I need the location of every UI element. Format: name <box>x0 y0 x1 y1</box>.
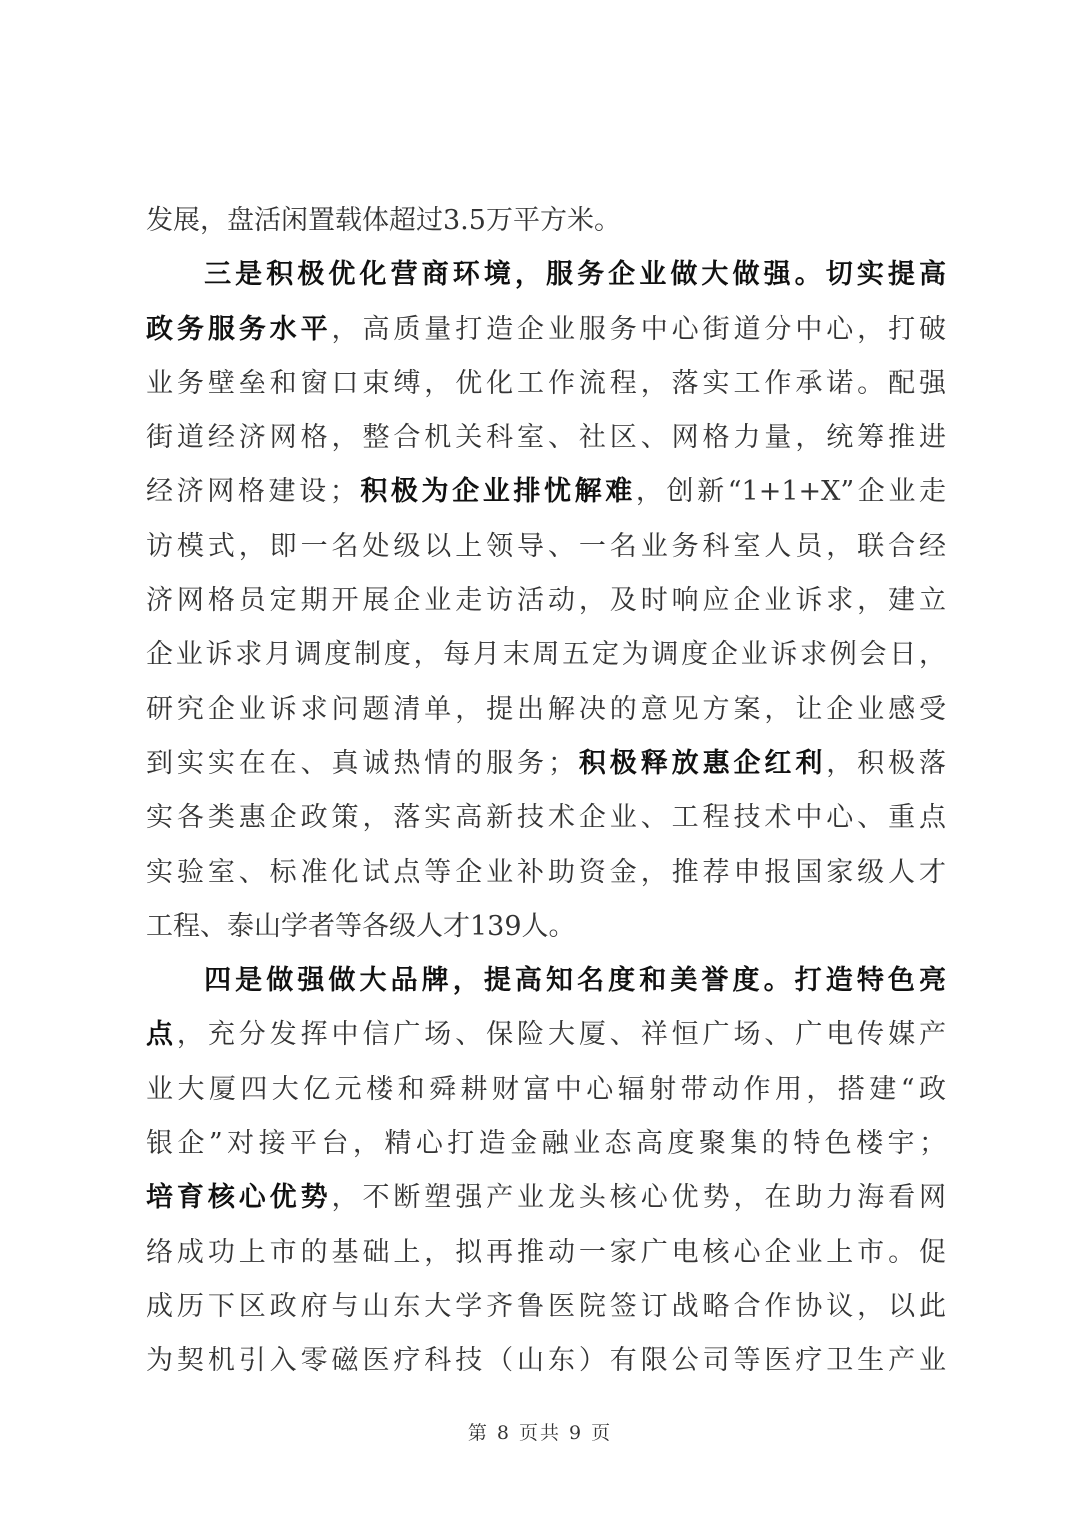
text-line <box>146 248 946 302</box>
text-line <box>146 683 946 737</box>
page-footer: 第 8 页共 9 页 <box>467 1422 613 1444</box>
text-line <box>146 791 946 845</box>
text-segment: 业务壁垒和窗口束缚，优化工作流程，落实工作承诺。配强 <box>146 367 946 399</box>
text-line <box>146 1171 946 1225</box>
text-line <box>146 954 946 1008</box>
text-line <box>146 303 946 357</box>
text-segment: 为契机引入零磁医疗科技（山东）有限公司等医疗卫生产业 <box>146 1345 946 1377</box>
bold-text: 培育核心优势 <box>146 1182 332 1214</box>
text-segment: 发展，盘活闲置载体超过3.5万平方米。 <box>146 205 621 236</box>
text-segment: ，不断塑强产业龙头核心优势，在助力海看网 <box>331 1182 947 1214</box>
text-segment: ，充分发挥中信广场、保险大厦、祥恒广场、广电传媒产 <box>176 1019 947 1051</box>
text-segment: 访模式，即一名处级以上领导、一名业务科室人员，联合经 <box>146 530 946 562</box>
text-line <box>146 1334 946 1388</box>
text-line <box>146 1117 946 1171</box>
text-segment: ，积极落 <box>826 747 947 779</box>
bold-text: 积极释放惠企红利 <box>574 747 827 779</box>
text-segment: 济网格员定期开展企业走访活动，及时响应企业诉求，建立 <box>146 585 946 617</box>
text-segment: 企业诉求月调度制度，每月末周五定为调度企业诉求例会日， <box>146 639 946 671</box>
text-line <box>146 1063 946 1117</box>
text-segment: 经济网格建设； <box>146 476 357 508</box>
text-line <box>146 900 946 954</box>
text-line <box>146 1280 946 1334</box>
bold-text: 四是做强做大品牌，提高知名度和美誉度。 <box>200 965 795 997</box>
text-segment: 银企”对接平台，精心打造金融业态高度聚集的特色楼宇； <box>146 1128 946 1160</box>
text-segment: 工程、泰山学者等各级人才139人。 <box>146 910 576 942</box>
text-line <box>146 846 946 900</box>
bold-text: 点 <box>146 1019 177 1051</box>
text-segment: 实各类惠企政策，落实高新技术企业、工程技术中心、重点 <box>146 802 946 834</box>
bold-text: 政务服务水平 <box>146 313 332 345</box>
text-line <box>146 1226 946 1280</box>
bold-text: 打造特色亮 <box>794 965 947 997</box>
body-text <box>146 194 946 1389</box>
text-line <box>146 737 946 791</box>
text-line <box>146 628 946 682</box>
text-line <box>146 194 946 248</box>
text-line <box>146 411 946 465</box>
text-segment: 实验室、标准化试点等企业补助资金，推荐申报国家级人才 <box>146 856 946 888</box>
text-segment: 络成功上市的基础上，拟再推动一家广电核心企业上市。促 <box>146 1236 946 1268</box>
text-line <box>146 574 946 628</box>
bold-text: 三是积极优化营商环境，服务企业做大做强。 <box>200 259 826 291</box>
text-segment: 业大厦四大亿元楼和舜耕财富中心辐射带动作用，搭建“政 <box>146 1073 946 1105</box>
text-segment: 到实实在在、真诚热情的服务； <box>146 747 575 779</box>
text-segment: 成历下区政府与山东大学齐鲁医院签订战略合作协议，以此 <box>146 1290 946 1322</box>
text-segment: ，高质量打造企业服务中心街道分中心，打破 <box>331 313 947 345</box>
text-segment: 街道经济网格，整合机关科室、社区、网格力量，统筹推进 <box>146 422 946 454</box>
text-line <box>146 1008 946 1062</box>
bold-text: 切实提高 <box>825 259 946 291</box>
text-line <box>146 465 946 519</box>
text-segment: ，创新“1+1+X”企业走 <box>635 476 947 508</box>
bold-text: 积极为企业排忧解难 <box>356 476 636 508</box>
text-segment: 研究企业诉求问题清单，提出解决的意见方案，让企业感受 <box>146 693 946 725</box>
text-line <box>146 357 946 411</box>
text-line <box>146 520 946 574</box>
